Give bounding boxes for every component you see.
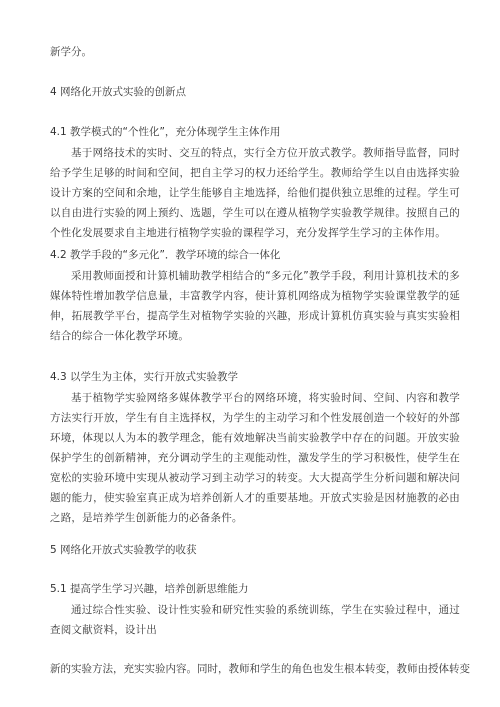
subsection-heading-4-3: 4.3 以学生为主体，实行开放式实验教学 <box>50 371 239 383</box>
subsection-heading-4-1: 4.1 教学模式的“个性化”，充分体现学生主体作用 <box>50 126 281 138</box>
paragraph-4-3: 基于植物学实验网络多媒体教学平台的网络环境，将实验时间、空间、内容和教学方法实行开放，学生有自主选择权，为学生的主动学习和个性发展创造一个较好的外部环境，体现以人为本的教学理念，能有效地解决当前实验教学中存在的问题。开放实验保护学生的创新精神，充分调动学生的主观能动性，激发学生的学习积极性，使学生在宽松的实验环境中实现从被动学习到主动学习的转变。大大提高学生分析问题和解决问题的能力，使实验室真正成为培养创新人才的重要基地。开放式实验是因材施教的必由之路，是培养学生创新能力的必备条件。 <box>50 392 460 524</box>
section-heading-5: 5 网络化开放式实验教学的收获 <box>50 544 197 556</box>
paragraph-fragment-top: 新学分。 <box>50 46 92 58</box>
paragraph-5-1-part-2: 新的实验方法，充实实验内容。同时，教师和学生的角色也发生根本转变，教师由授体转变 <box>50 663 470 675</box>
paragraph-5-1-part-1: 通过综合性实验、设计性实验和研究性实验的系统训练，学生在实验过程中，通过查阅文献资料，设计出 <box>50 604 460 636</box>
section-heading-4: 4 网络化开放式实验的创新点 <box>50 86 187 98</box>
subsection-heading-5-1: 5.1 提高学生学习兴趣，培养创新思维能力 <box>50 583 249 595</box>
paragraph-4-1: 基于网络技术的实时、交互的特点，实行全方位开放式教学。教师指导监督，同时给予学生足够的时间和空间，把自主学习的权力还给学生。教师给学生以自由选择实验设计方案的空间和余地，让学生能够自主地选择，给他们提供独立思维的过程。学生可以自由进行实验的网上预约、选题，学生可以在遵从植物学实验教学规律。按照自己的个性化发展要求自主地进行植物学实验的课程学习，充分发挥学生学习的主体作用。 <box>50 147 460 239</box>
paragraph-4-2: 采用教师面授和计算机辅助教学相结合的“多元化”教学手段，利用计算机技术的多媒体特性增加教学信息量，丰富教学内容，使计算机网络成为植物学实验课堂教学的延伸，拓展教学平台，提高学生对植物学实验的兴趣，形成计算机仿真实验与真实实验相结合的综合一体化教学环境。 <box>50 270 460 342</box>
subsection-heading-4-2: 4.2 教学手段的“多元化”．教学环境的综合一体化 <box>50 249 281 261</box>
